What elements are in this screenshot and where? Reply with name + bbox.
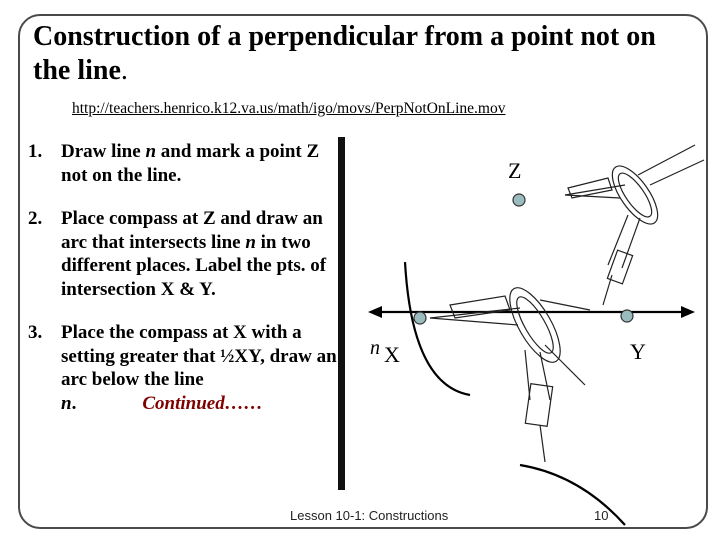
step-list — [28, 140, 348, 435]
label-n: n — [370, 337, 380, 359]
step-1: 1. Draw line n and mark a point Z not on the line. — [28, 141, 320, 186]
step-2: 2. Place compass at Z and draw an arc that intersects line n in two different places. Label the pts. of intersection X & Y. — [28, 208, 327, 300]
label-z: Z — [508, 158, 522, 183]
footer-page-number: 10 — [594, 508, 609, 523]
footer-lesson: Lesson 10-1: Constructions — [290, 508, 449, 523]
label-x: X — [384, 342, 400, 367]
continued-label: Continued…… — [142, 392, 263, 414]
step-3: 3. Place the compass at X with a setting greater that ½XY, draw an arc below the line n. Continued…… — [28, 322, 337, 414]
label-y: Y — [630, 339, 646, 364]
movie-link[interactable]: http://teachers.henrico.k12.va.us/math/igo/movs/PerpNotOnLine.mov — [72, 100, 506, 117]
slide-title: Construction of a perpendicular from a point not on the line. — [33, 21, 656, 86]
